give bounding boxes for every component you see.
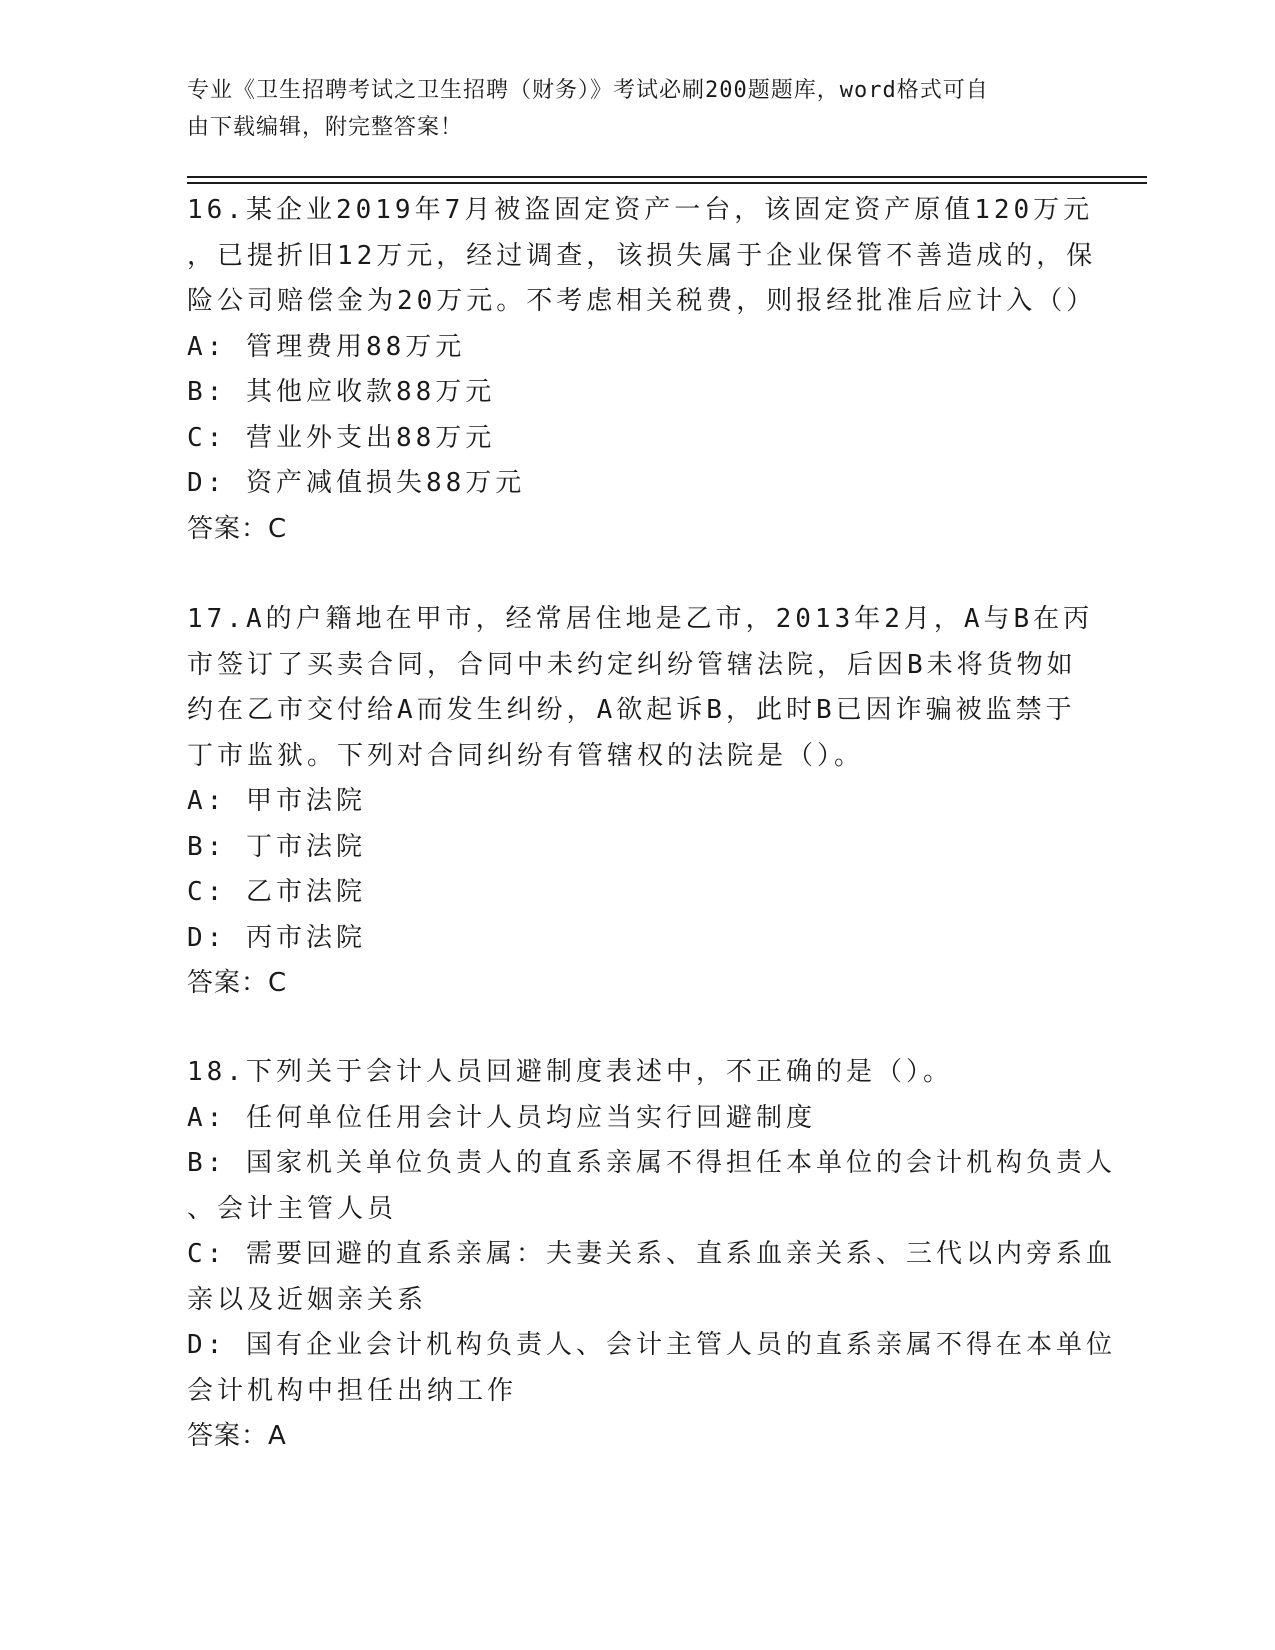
option-b: B: 其他应收款88万元 [187, 377, 496, 407]
option-c: C: 营业外支出88万元 [187, 422, 496, 453]
question-text-line: ，已提折旧12万元，经过调查，该损失属于企业保管不善造成的，保 [187, 240, 1097, 271]
answer: 答案：C [187, 968, 288, 998]
question-text-line: 18.下列关于会计人员回避制度表述中，不正确的是（）。 [187, 1057, 953, 1087]
header-line-2: 由下载编辑，附完整答案！ [187, 115, 464, 140]
question-18 [187, 1050, 1116, 1460]
option-a: A: 甲市法院 [187, 786, 366, 816]
header-divider-bottom [187, 182, 1147, 184]
question-text-line: 险公司赔偿金为20万元。不考虑相关税费，则报经批准后应计入（） [187, 286, 1097, 316]
question-text-line: 17.A的户籍地在甲市，经常居住地是乙市，2013年2月，A与B在丙 [187, 604, 1094, 634]
option-d: D: 资产减值损失88万元 [187, 468, 526, 498]
option-d: D: 丙市法院 [187, 922, 366, 953]
option-d-continued: 会计机构中担任出纳工作 [187, 1375, 518, 1406]
question-17 [187, 597, 1094, 1007]
header-divider-top [187, 176, 1147, 178]
answer: 答案：A [187, 1421, 287, 1451]
question-text-line: 约在乙市交付给A而发生纠纷，A欲起诉B，此时B已因诈骗被监禁于 [187, 695, 1076, 725]
option-a: A: 管理费用88万元 [187, 331, 466, 362]
option-c-continued: 亲以及近姻亲关系 [187, 1284, 428, 1315]
header-line-1: 专业《卫生招聘考试之卫生招聘（财务）》考试必刷200题题库，word格式可自 [187, 78, 989, 103]
question-text-line: 丁市监狱。下列对合同纠纷有管辖权的法院是（）。 [187, 740, 865, 771]
option-b-continued: 、会计主管人员 [187, 1193, 398, 1224]
option-c: C: 需要回避的直系亲属：夫妻关系、直系血亲关系、三代以内旁系血 [187, 1239, 1116, 1269]
option-c: C: 乙市法院 [187, 877, 366, 907]
question-text-line: 市签订了买卖合同，合同中未约定纠纷管辖法院，后因B未将货物如 [187, 649, 1077, 680]
question-16 [187, 188, 1097, 552]
question-text-line: 16.某企业2019年7月被盗固定资产一台，该固定资产原值120万元 [187, 195, 1094, 225]
option-d: D: 国有企业会计机构负责人、会计主管人员的直系亲属不得在本单位 [187, 1330, 1116, 1360]
option-a: A: 任何单位任用会计人员均应当实行回避制度 [187, 1102, 816, 1133]
option-b: B: 国家机关单位负责人的直系亲属不得担任本单位的会计机构负责人 [187, 1148, 1116, 1178]
document-header [187, 72, 1057, 146]
option-b: B: 丁市法院 [187, 831, 366, 862]
answer: 答案：C [187, 513, 288, 544]
